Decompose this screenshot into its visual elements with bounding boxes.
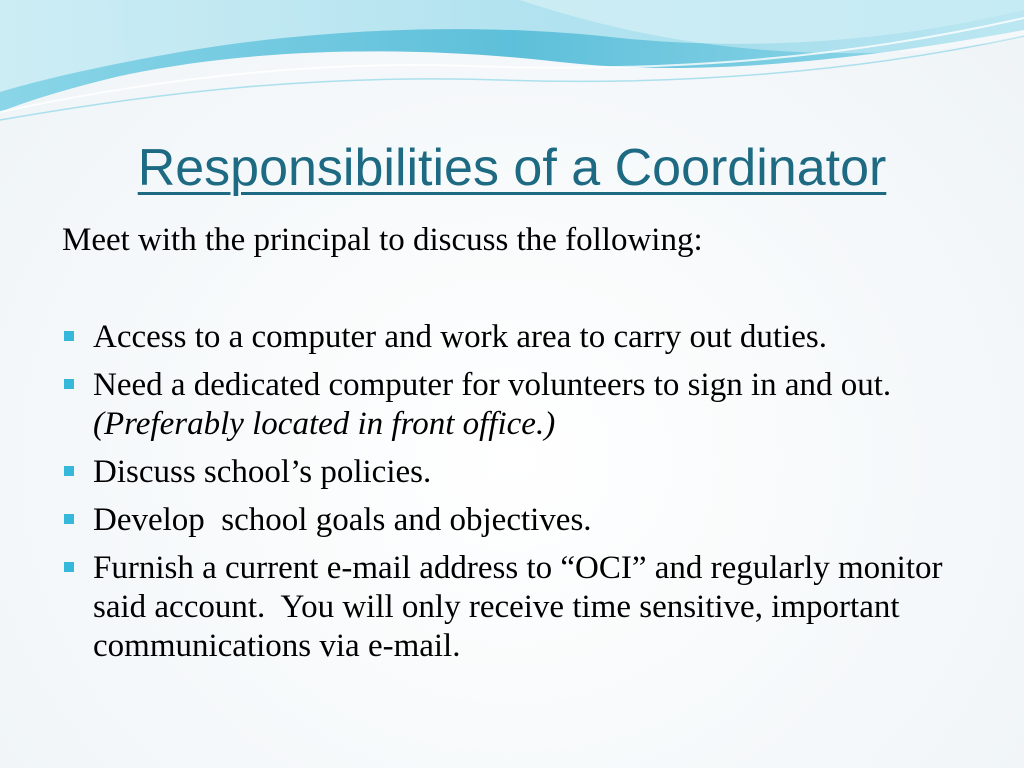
bullet-text: Access to a computer and work area to carry out duties.: [93, 319, 827, 355]
bullet-item: [62, 501, 982, 540]
bullet-item: [62, 549, 982, 666]
bullet-list: [62, 318, 982, 675]
bullet-text: Discuss school’s policies.: [93, 454, 432, 490]
bullet-text: Need a dedicated computer for volunteers to sign in and out.: [93, 367, 908, 403]
square-bullet-icon: [64, 514, 74, 524]
bullet-text: Develop school goals and objectives.: [93, 502, 592, 538]
square-bullet-icon: [64, 466, 74, 476]
square-bullet-icon: [64, 379, 74, 389]
square-bullet-icon: [64, 562, 74, 572]
bullet-emphasis-text: (Preferably located in front office.): [93, 406, 556, 442]
bullet-item: [62, 366, 982, 444]
bullet-text: Furnish a current e-mail address to “OCI” and regularly monitor said account. You will only receive time sensitive, important communications via e-mail.: [93, 550, 951, 664]
bullet-item: [62, 318, 982, 357]
bullet-item: [62, 453, 982, 492]
intro-text: Meet with the principal to discuss the following:: [62, 222, 703, 258]
slide-title: Responsibilities of a Coordinator: [137, 139, 887, 197]
square-bullet-icon: [64, 331, 74, 341]
header-wave-decoration: [0, 0, 1024, 130]
